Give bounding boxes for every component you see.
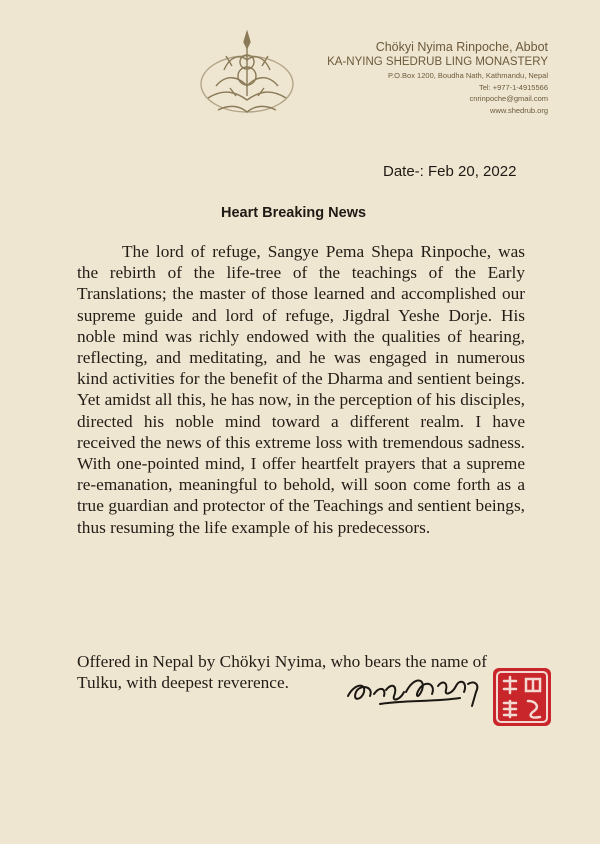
letter-title: Heart Breaking News	[221, 205, 367, 221]
email: cnrinpoche@gmail.com	[469, 94, 548, 103]
website: www.shedrub.org	[490, 105, 548, 115]
abbot-name: Chökyi Nyima Rinpoche, Abbot	[375, 40, 548, 54]
address: P.O.Box 1200, Boudha Nath, Kathmandu, Nepal	[388, 71, 548, 80]
letter-body: The lord of refuge, Sangye Pema Shepa Rinpoche, was the rebirth of the life-tree of the teachings of the Early Translations; the master of those learned and accomplished our supreme guide and lord of refuge, Jigdral Yeshe Dorje. His noble mind was richly endowed with the qualities of hearing, reflecting, and meditating, and he was engaged in numerous kind activities for the benefit of the Dharma and sentient beings. Yet amidst all this, he has now, in the perception of his disciples, directed his noble mind toward a different realm. I have received the news of this extreme loss with tremendous sadness. With one-pointed mind, I offer heartfelt prayers that a supreme re-emanation, meaningful to behold, will soon come forth as a true guardian and protector of the Teachings and sentient beings, thus resuming the life example of his predecessors.	[77, 242, 525, 537]
letterhead	[300, 39, 548, 116]
monastery-name: KA-NYING SHEDRUB LING MONASTERY	[327, 56, 548, 68]
letter-date: Date-: Feb 20, 2022	[383, 163, 517, 180]
handwritten-signature	[344, 666, 486, 712]
monastery-emblem-icon	[196, 26, 298, 122]
telephone: Tel: +977-1-4915566	[478, 82, 548, 92]
red-seal-icon	[490, 665, 554, 729]
letter-closing: Offered in Nepal by Chökyi Nyima, who bears the name of Tulku, with deepest reverence.	[77, 652, 487, 693]
